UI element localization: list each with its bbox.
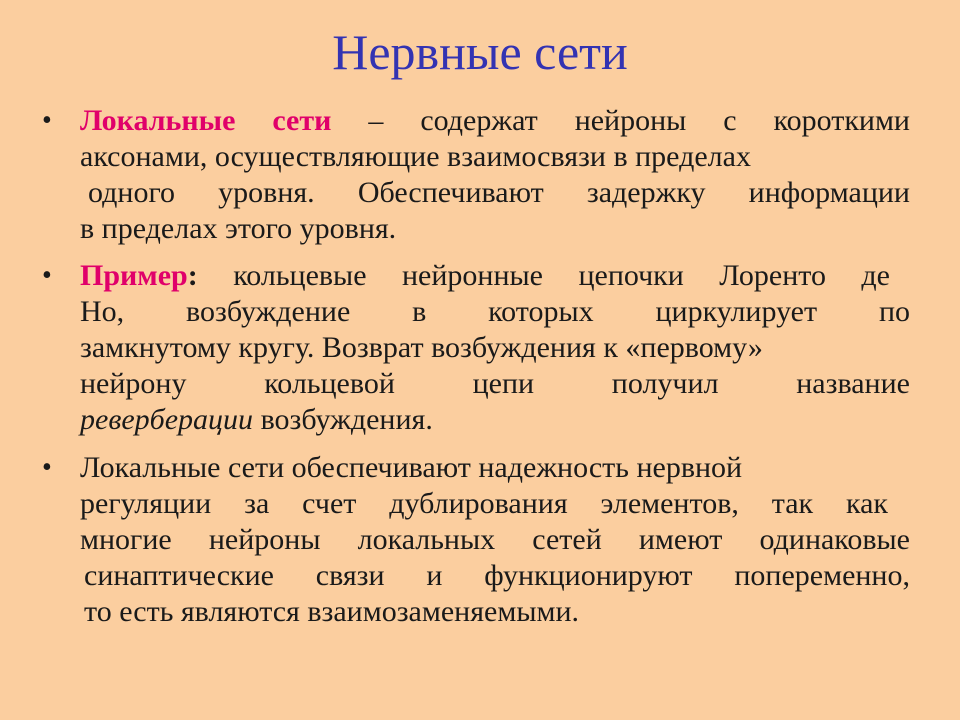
slide-title: Нервные сети [332, 24, 628, 80]
highlight-term: Пример [80, 259, 188, 292]
text-line [80, 258, 890, 294]
text-line [80, 522, 910, 558]
text-line [84, 558, 910, 594]
text-line [80, 211, 580, 247]
line-text: одного уровня. Обеспечивают задержку информации [88, 176, 910, 209]
italic-term: реверберации [80, 403, 254, 436]
line-text: синаптические связи и функционируют попеременно, [84, 559, 910, 592]
line-text: Но, возбуждение в которых циркулирует по [80, 295, 910, 328]
line-text: многие нейроны локальных сетей имеют одинаковые [80, 523, 910, 556]
line-text: то есть являются взаимозаменяемыми. [84, 595, 580, 628]
bullet-marker: • [42, 452, 52, 483]
text-line [80, 486, 888, 522]
text-line [88, 175, 910, 211]
line-text: регуляции за счет дублирования элементов, так как [80, 487, 888, 520]
text-line [80, 366, 910, 402]
line-text: аксонами, осуществляющие взаимосвязи в пределах [80, 140, 751, 173]
line-text: Локальные сети обеспечивают надежность нервной [80, 451, 743, 484]
highlight-term: Локальные сети [80, 104, 332, 137]
line-text: в пределах этого уровня. [80, 212, 397, 245]
line-text: нейрону кольцевой цепи получил название [80, 367, 910, 400]
line-text: возбуждения. [253, 403, 433, 436]
line-text: кольцевые нейронные цепочки Лоренто де [197, 259, 890, 292]
text-line [84, 594, 704, 630]
text-line [80, 139, 870, 175]
text-line [80, 450, 870, 486]
line-text: замкнутому кругу. Возврат возбуждения к «первому» [80, 331, 763, 364]
bullet-marker: • [42, 105, 52, 136]
bullet-marker: • [42, 260, 52, 291]
text-line [80, 330, 890, 366]
text-line [80, 294, 910, 330]
text-line [80, 103, 910, 139]
highlight-colon: : [187, 259, 198, 292]
text-line [80, 402, 500, 438]
line-text: – содержат нейроны с короткими [331, 104, 910, 137]
